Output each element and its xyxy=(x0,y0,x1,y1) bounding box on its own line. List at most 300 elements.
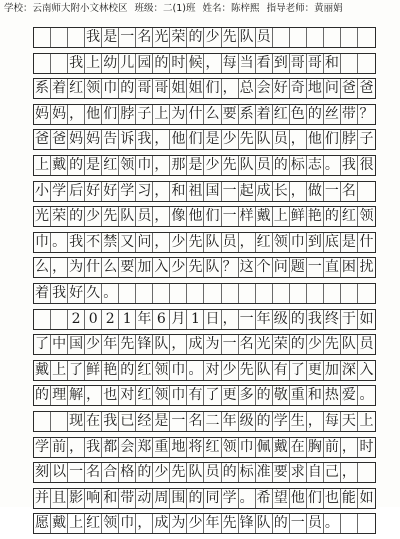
grid-cell: 个 xyxy=(256,258,273,277)
grid-cell: 告 xyxy=(102,130,119,149)
grid-cell: 年 xyxy=(204,514,221,533)
grid-cell: ， xyxy=(51,258,68,277)
grid-cell: ， xyxy=(290,130,307,149)
grid-cell xyxy=(51,28,68,47)
grid-cell: 一 xyxy=(222,207,239,226)
grid-cell: 会 xyxy=(119,438,136,457)
grid-cell: 的 xyxy=(273,514,290,533)
grid-cell: 一 xyxy=(119,28,136,47)
grid-cell: 们 xyxy=(102,105,119,124)
grid-cell: 前 xyxy=(324,438,341,457)
grid-cell: 先 xyxy=(324,335,341,354)
grid-cell: 为 xyxy=(170,514,187,533)
grid-cell: 戴 xyxy=(51,156,68,175)
grid-cell: 戴 xyxy=(273,438,290,457)
grid-cell: 都 xyxy=(102,438,119,457)
grid-cell: 0 xyxy=(85,310,102,329)
grid-cell: 加 xyxy=(136,258,153,277)
grid-cell: 扰 xyxy=(359,259,374,276)
grid-cell: ， xyxy=(222,310,239,329)
grid-cell: 的 xyxy=(187,28,204,47)
grid-cell: 学 xyxy=(119,182,136,201)
teacher-field: 指导老师：黄丽娟 xyxy=(266,3,343,14)
grid-cell: 2 xyxy=(68,310,85,329)
grid-cell: 哥 xyxy=(136,79,153,98)
grid-cell: 了 xyxy=(290,361,307,380)
grid-cell: 先 xyxy=(222,156,239,175)
grid-cell xyxy=(51,54,68,73)
grid-cell: 一 xyxy=(170,412,187,431)
grid-cell: 哥 xyxy=(307,54,324,73)
grid-cell: 地 xyxy=(170,438,187,457)
grid-cell: 们 xyxy=(324,130,341,149)
grid-cell: 荣 xyxy=(273,335,290,354)
grid-cell: 巾 xyxy=(102,79,119,98)
grid-cell: 为 xyxy=(68,258,85,277)
grid-cell xyxy=(341,514,358,533)
grid-cell: 巾 xyxy=(119,514,136,533)
grid-cell: 哥 xyxy=(153,79,170,98)
grid-cell: 少 xyxy=(307,335,324,354)
writing-grid xyxy=(33,27,376,539)
grid-cell: 解 xyxy=(68,386,85,405)
grid-cell: 和 xyxy=(170,182,187,201)
grid-cell: 和 xyxy=(102,489,119,508)
grid-cell: 加 xyxy=(324,361,341,380)
grid-cell: 有 xyxy=(273,361,290,380)
grid-cell: 名 xyxy=(187,412,204,431)
grid-cell: 少 xyxy=(222,361,239,380)
grid-cell: 队 xyxy=(187,463,204,482)
grid-cell: 一 xyxy=(222,335,239,354)
grid-cell: 少 xyxy=(85,207,102,226)
grid-cell: 他 xyxy=(307,130,324,149)
grid-cell: 。 xyxy=(359,387,374,404)
grid-cell: 红 xyxy=(68,79,85,98)
grid-cell: 久 xyxy=(85,284,102,303)
school-field: 学校：云南师大附小文林校区 xyxy=(4,3,128,14)
grid-cell: 园 xyxy=(136,54,153,73)
grid-cell: 少 xyxy=(170,258,187,277)
grid-cell: 荣 xyxy=(170,28,187,47)
grid-cell xyxy=(256,284,273,303)
grid-cell: 有 xyxy=(187,386,204,405)
grid-cell: 我 xyxy=(102,412,119,431)
grid-cell: 是 xyxy=(85,156,102,175)
grid-cell: 起 xyxy=(239,182,256,201)
grid-row xyxy=(33,155,376,176)
grid-cell: 的 xyxy=(136,463,153,482)
grid-cell: ， xyxy=(85,386,102,405)
grid-cell: 锋 xyxy=(239,514,256,533)
grid-cell: 刻 xyxy=(34,463,51,482)
grid-cell: 的 xyxy=(290,335,307,354)
grid-cell: 他 xyxy=(187,207,204,226)
grid-cell: 候 xyxy=(187,54,204,73)
grid-cell: 我 xyxy=(85,28,102,47)
grid-cell: 会 xyxy=(256,79,273,98)
grid-cell: 姐 xyxy=(170,79,187,98)
grid-cell: 领 xyxy=(119,156,136,175)
grid-cell: 我 xyxy=(51,284,68,303)
grid-cell: 红 xyxy=(102,156,119,175)
grid-cell: 哥 xyxy=(290,54,307,73)
grid-cell: 儿 xyxy=(119,54,136,73)
grid-cell: 幼 xyxy=(102,54,119,73)
grid-cell: 以 xyxy=(51,463,68,482)
grid-cell: 一 xyxy=(239,310,256,329)
grid-cell: 锋 xyxy=(136,335,153,354)
grid-cell: 一 xyxy=(290,514,307,533)
grid-cell: 名 xyxy=(341,182,358,201)
grid-cell: 先 xyxy=(222,514,239,533)
grid-cell: 么 xyxy=(204,105,221,124)
grid-cell: 现 xyxy=(68,412,85,431)
grid-cell: 上 xyxy=(153,105,170,124)
grid-cell: 们 xyxy=(204,79,221,98)
grid-cell: 入 xyxy=(359,361,374,378)
grid-cell: 1 xyxy=(119,310,136,329)
grid-row xyxy=(33,232,376,253)
grid-cell: 郑 xyxy=(136,438,153,457)
grid-cell: 巾 xyxy=(170,386,187,405)
grid-cell: 问 xyxy=(324,79,341,98)
grid-cell: 我 xyxy=(68,233,85,252)
student-name-field: 姓名：陈梓熙 xyxy=(202,3,260,14)
grid-cell: 先 xyxy=(239,130,256,149)
class-field: 班级：二(1)班 xyxy=(134,3,196,14)
grid-cell: 上 xyxy=(359,412,374,429)
grid-cell: 的 xyxy=(222,463,239,482)
grid-cell: 上 xyxy=(273,207,290,226)
grid-cell: 红 xyxy=(136,386,153,405)
grid-cell: 的 xyxy=(34,386,51,405)
grid-cell xyxy=(51,310,68,329)
grid-cell: 总 xyxy=(239,79,256,98)
grid-cell xyxy=(119,284,136,303)
grid-cell: 月 xyxy=(170,310,187,329)
grid-cell: 底 xyxy=(324,233,341,252)
grid-cell: ， xyxy=(153,130,170,149)
grid-cell: 脖 xyxy=(341,130,358,149)
grid-cell: 到 xyxy=(307,233,324,252)
grid-cell: ， xyxy=(307,412,324,431)
grid-cell: 1 xyxy=(187,310,204,329)
grid-cell: 后 xyxy=(68,182,85,201)
grid-cell xyxy=(34,28,51,47)
grid-cell: 上 xyxy=(34,156,51,175)
grid-cell: 着 xyxy=(34,284,51,303)
grid-cell: 光 xyxy=(153,28,170,47)
grid-cell xyxy=(153,284,170,303)
grid-cell: 队 xyxy=(204,233,221,252)
grid-cell: 了 xyxy=(34,335,51,354)
grid-cell: 队 xyxy=(256,361,273,380)
grid-cell: ， xyxy=(239,233,256,252)
grid-cell: 爱 xyxy=(341,386,358,405)
grid-cell: 员 xyxy=(307,514,324,533)
grid-cell: 红 xyxy=(136,361,153,380)
grid-row xyxy=(33,283,376,304)
grid-cell xyxy=(68,28,85,47)
grid-row xyxy=(33,78,376,99)
grid-cell: 和 xyxy=(307,386,324,405)
grid-cell: 是 xyxy=(187,156,204,175)
grid-cell: 先 xyxy=(239,361,256,380)
grid-cell: 对 xyxy=(204,361,221,380)
grid-cell: 巾 xyxy=(290,233,307,252)
grid-cell xyxy=(136,284,153,303)
grid-cell xyxy=(34,310,51,329)
grid-row xyxy=(33,53,376,74)
grid-cell: 理 xyxy=(51,386,68,405)
grid-cell: ， xyxy=(341,463,358,482)
grid-cell: 先 xyxy=(102,207,119,226)
grid-cell xyxy=(307,28,324,47)
grid-cell: ， xyxy=(222,79,239,98)
grid-cell xyxy=(222,284,239,303)
grid-cell: 。 xyxy=(324,514,341,533)
grid-cell: 当 xyxy=(239,54,256,73)
grid-cell: 的 xyxy=(68,207,85,226)
grid-cell: 6 xyxy=(153,310,170,329)
grid-cell: 周 xyxy=(153,489,170,508)
grid-cell: 什 xyxy=(85,258,102,277)
grid-cell: 他 xyxy=(170,130,187,149)
grid-cell: 终 xyxy=(324,310,341,329)
grid-cell: 年 xyxy=(102,335,119,354)
grid-cell: 佩 xyxy=(256,438,273,457)
grid-cell: 我 xyxy=(341,156,358,175)
grid-cell: 同 xyxy=(204,489,221,508)
grid-cell: 到 xyxy=(273,54,290,73)
grid-cell: 名 xyxy=(136,28,153,47)
grid-cell: 深 xyxy=(341,361,358,380)
grid-cell: 要 xyxy=(222,105,239,124)
grid-row xyxy=(33,462,376,483)
grid-cell: 奇 xyxy=(290,79,307,98)
grid-cell: 生 xyxy=(290,412,307,431)
grid-cell: 天 xyxy=(341,412,358,431)
grid-row xyxy=(33,437,376,458)
grid-cell: 长 xyxy=(273,182,290,201)
grid-cell: 系 xyxy=(239,105,256,124)
grid-cell: 学 xyxy=(51,182,68,201)
grid-cell: 要 xyxy=(273,463,290,482)
grid-cell: 么 xyxy=(102,258,119,277)
grid-row xyxy=(33,181,376,202)
grid-cell: 我 xyxy=(68,54,85,73)
grid-cell: ， xyxy=(204,54,221,73)
grid-cell xyxy=(290,284,307,303)
grid-cell: 少 xyxy=(222,130,239,149)
grid-cell: 。 xyxy=(324,156,341,175)
grid-row xyxy=(33,104,376,125)
grid-cell: 好 xyxy=(102,182,119,201)
grid-cell: 的 xyxy=(119,361,136,380)
grid-cell: 围 xyxy=(170,489,187,508)
grid-cell: 好 xyxy=(85,182,102,201)
grid-cell: 一 xyxy=(222,182,239,201)
grid-cell: 重 xyxy=(153,438,170,457)
grid-cell: 的 xyxy=(256,412,273,431)
grid-cell: 爸 xyxy=(34,130,51,149)
grid-cell: 这 xyxy=(239,258,256,277)
grid-cell: 子 xyxy=(136,105,153,124)
grid-cell: 对 xyxy=(119,386,136,405)
grid-cell: 先 xyxy=(119,335,136,354)
grid-cell: 格 xyxy=(119,463,136,482)
grid-cell: ， xyxy=(68,105,85,124)
grid-cell: 一 xyxy=(324,182,341,201)
grid-cell: 员 xyxy=(273,130,290,149)
grid-cell: 小 xyxy=(34,182,51,201)
grid-cell xyxy=(358,182,375,201)
grid-row xyxy=(33,309,376,330)
grid-cell: 己 xyxy=(324,463,341,482)
grid-cell xyxy=(324,284,341,303)
grid-cell: 的 xyxy=(153,54,170,73)
grid-cell: 学 xyxy=(222,489,239,508)
grid-cell: 子 xyxy=(359,131,374,148)
grid-cell: ， xyxy=(153,156,170,175)
grid-cell: 祖 xyxy=(187,182,204,201)
grid-cell: 二 xyxy=(204,412,221,431)
grid-cell xyxy=(204,284,221,303)
grid-cell: 领 xyxy=(102,514,119,533)
grid-cell: 时 xyxy=(359,438,374,455)
grid-cell: 成 xyxy=(256,182,273,201)
grid-cell: 带 xyxy=(119,489,136,508)
grid-cell: 了 xyxy=(68,361,85,380)
grid-cell: 红 xyxy=(204,438,221,457)
grid-cell: 很 xyxy=(359,156,374,173)
grid-cell: 妈 xyxy=(68,130,85,149)
grid-cell: 问 xyxy=(273,258,290,277)
grid-cell: 先 xyxy=(187,233,204,252)
grid-cell xyxy=(358,463,375,482)
grid-cell: 姐 xyxy=(187,79,204,98)
grid-cell: 愿 xyxy=(34,514,51,533)
grid-cell: 的 xyxy=(307,105,324,124)
grid-cell: 诉 xyxy=(119,130,136,149)
grid-cell: 日 xyxy=(204,310,221,329)
grid-cell: 我 xyxy=(307,310,324,329)
grid-cell: 鲜 xyxy=(290,207,307,226)
grid-cell: 望 xyxy=(273,489,290,508)
grid-cell: 队 xyxy=(341,335,358,354)
grid-cell: 少 xyxy=(204,28,221,47)
grid-cell: 直 xyxy=(324,258,341,277)
grid-cell: 员 xyxy=(256,156,273,175)
grid-cell: 上 xyxy=(51,361,68,380)
grid-cell: 什 xyxy=(187,105,204,124)
grid-cell: 动 xyxy=(136,489,153,508)
grid-cell: 妈 xyxy=(34,105,51,124)
grid-cell: 困 xyxy=(341,258,358,277)
grid-cell: 入 xyxy=(153,258,170,277)
grid-cell: 也 xyxy=(324,489,341,508)
grid-cell: 。 xyxy=(51,233,68,252)
grid-cell: 上 xyxy=(85,54,102,73)
grid-cell: ？ xyxy=(359,105,374,122)
grid-cell: 爸 xyxy=(51,130,68,149)
grid-cell: 队 xyxy=(239,156,256,175)
grid-cell: 求 xyxy=(290,463,307,482)
grid-cell: 巾 xyxy=(239,438,256,457)
grid-cell: 将 xyxy=(187,438,204,457)
grid-cell: 合 xyxy=(102,463,119,482)
grid-cell: 了 xyxy=(204,386,221,405)
essay-header xyxy=(4,2,396,16)
grid-cell: 习 xyxy=(136,182,153,201)
grid-cell: 名 xyxy=(85,463,102,482)
grid-cell: 们 xyxy=(307,489,324,508)
grid-cell: 题 xyxy=(290,258,307,277)
grid-cell: 队 xyxy=(239,28,256,47)
grid-cell: ， xyxy=(341,438,358,457)
grid-cell: 如 xyxy=(359,310,374,327)
grid-cell: 丝 xyxy=(324,105,341,124)
grid-cell: 先 xyxy=(222,28,239,47)
grid-cell: 领 xyxy=(153,386,170,405)
grid-cell: 能 xyxy=(341,489,358,508)
grid-cell: 是 xyxy=(102,28,119,47)
grid-cell: 标 xyxy=(290,156,307,175)
grid-cell: 每 xyxy=(222,54,239,73)
grid-cell: 。 xyxy=(187,361,204,380)
grid-cell: 。 xyxy=(102,284,119,303)
grid-cell: 艳 xyxy=(102,361,119,380)
grid-cell: 为 xyxy=(204,335,221,354)
grid-cell: 着 xyxy=(51,79,68,98)
grid-cell xyxy=(307,284,324,303)
grid-cell: 地 xyxy=(307,79,324,98)
grid-cell: 学 xyxy=(273,412,290,431)
grid-cell: 志 xyxy=(307,156,324,175)
grid-cell: 更 xyxy=(222,386,239,405)
grid-cell: 红 xyxy=(85,514,102,533)
grid-cell: 我 xyxy=(85,438,102,457)
grid-cell: 年 xyxy=(136,310,153,329)
grid-cell: 是 xyxy=(341,233,358,252)
grid-cell: 做 xyxy=(307,182,324,201)
grid-cell: 一 xyxy=(68,463,85,482)
grid-cell: 不 xyxy=(85,233,102,252)
grid-cell: 中 xyxy=(51,335,68,354)
grid-cell: 们 xyxy=(187,130,204,149)
grid-cell xyxy=(34,412,51,431)
grid-cell: 也 xyxy=(102,386,119,405)
grid-cell: 员 xyxy=(359,336,374,353)
grid-cell: 系 xyxy=(34,79,51,98)
grid-cell: 爸 xyxy=(359,80,374,97)
grid-cell: 那 xyxy=(170,156,187,175)
grid-cell: 是 xyxy=(153,412,170,431)
grid-cell: 重 xyxy=(290,386,307,405)
grid-cell xyxy=(341,54,358,73)
grid-row xyxy=(33,129,376,150)
grid-cell: 戴 xyxy=(34,361,51,380)
grid-cell: 队 xyxy=(119,207,136,226)
grid-cell: 级 xyxy=(239,412,256,431)
grid-cell: ， xyxy=(136,514,153,533)
grid-cell: 是 xyxy=(204,130,221,149)
grid-cell: 像 xyxy=(170,207,187,226)
grid-cell: 脖 xyxy=(119,105,136,124)
grid-cell: 队 xyxy=(204,258,221,277)
grid-cell: 鲜 xyxy=(85,361,102,380)
